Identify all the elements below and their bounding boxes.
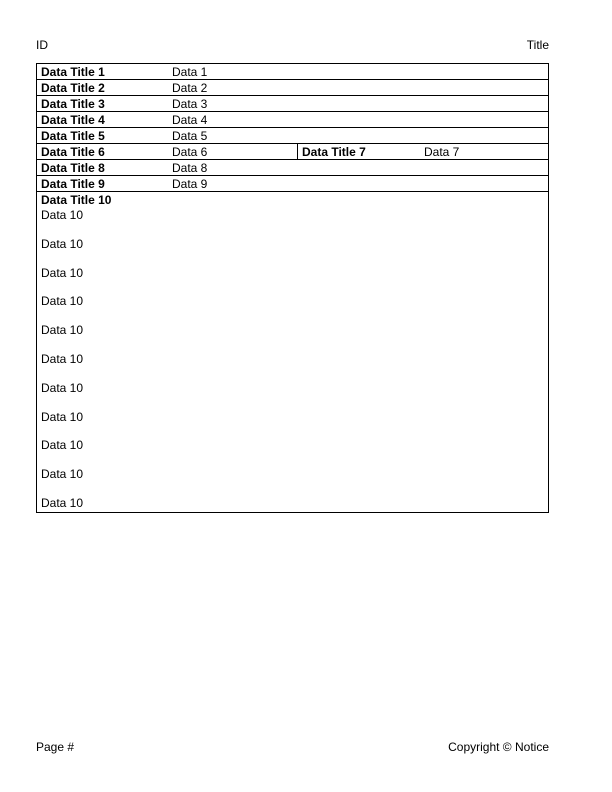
field-label: Data Title 3 [41,96,105,111]
form-row-5 [36,127,549,144]
field-value-line: Data 10 [41,409,84,424]
field-label: Data Title 8 [41,160,105,175]
field-value-line: Data 10 [41,323,84,338]
footer-copyright: Copyright © Notice [448,740,549,754]
form-row-6-left [37,144,298,159]
field-value-line: Data 10 [41,294,84,309]
field-value: Data 3 [172,96,208,111]
field-label: Data Title 5 [41,128,105,143]
field-value-line: Data 10 [41,351,84,366]
form-row-1 [36,63,549,80]
field-label: Data Title 10 [41,193,112,207]
field-label: Data Title 4 [41,112,105,127]
form-row-2 [36,79,549,96]
field-value-line: Data 10 [41,208,84,222]
field-label: Data Title 7 [302,144,366,159]
form-row-3 [36,95,549,112]
field-value: Data 8 [172,160,208,175]
field-value: Data 2 [172,80,208,95]
field-value-line: Data 10 [41,380,84,395]
field-value-line: Data 10 [41,495,84,510]
data-form [36,63,549,513]
field-label: Data Title 1 [41,64,105,79]
field-label: Data Title 6 [41,144,105,159]
form-row-4 [36,111,549,128]
field-value: Data 6 [172,144,208,159]
header-id: ID [36,38,48,52]
field-label: Data Title 9 [41,176,105,191]
footer-page-number: Page # [36,740,75,754]
form-row-9 [36,175,549,192]
form-row-8 [36,159,549,176]
field-value-line: Data 10 [41,236,84,251]
field-value: Data 9 [172,176,208,191]
field-label: Data Title 2 [41,80,105,95]
field-value-line: Data 10 [41,265,84,280]
field-value: Data 1 [172,64,208,79]
field-value-line: Data 10 [41,438,84,453]
header-title: Title [526,38,549,52]
form-block-10 [36,191,549,513]
field-value: Data 4 [172,112,208,127]
field-value: Data 5 [172,128,208,143]
field-value: Data 7 [424,144,460,159]
form-row-6-right [298,144,459,159]
form-row-6 [36,143,549,160]
field-value-line: Data 10 [41,467,84,482]
